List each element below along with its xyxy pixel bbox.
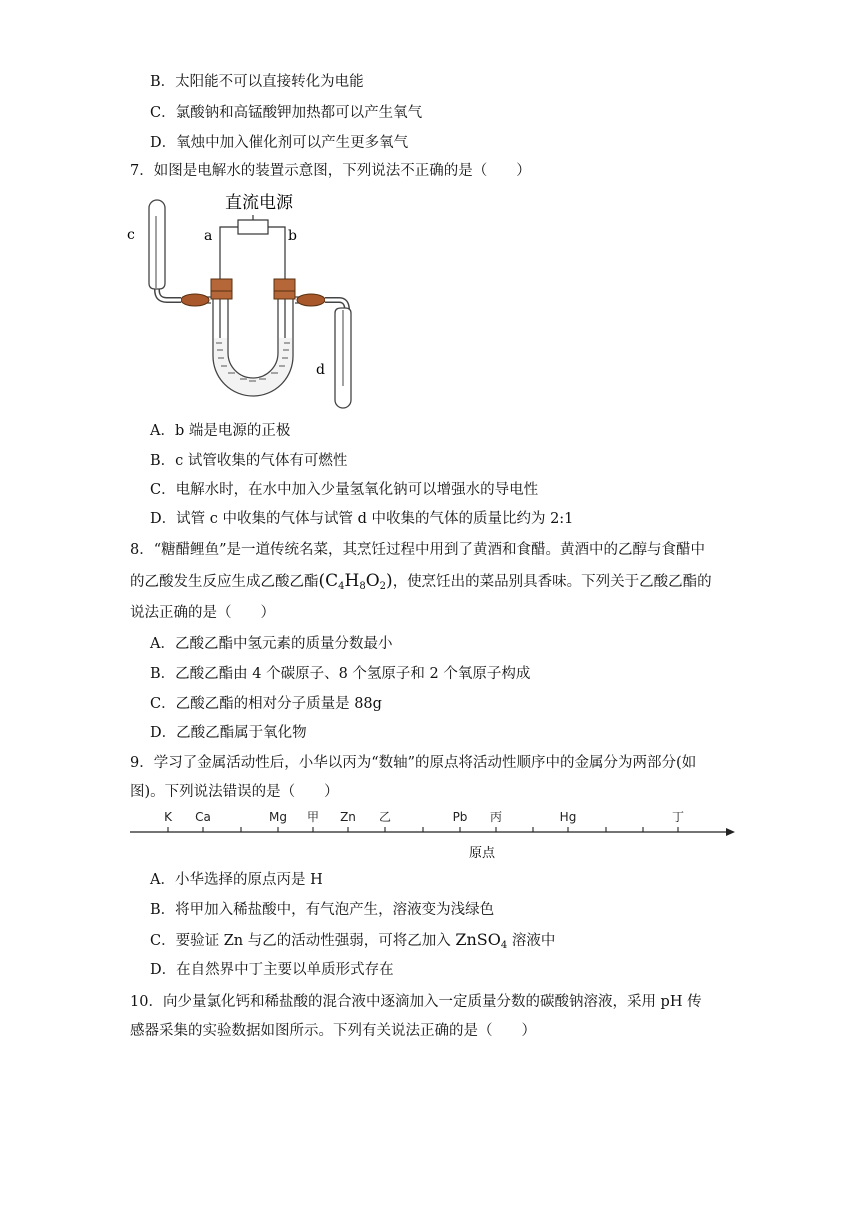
axis-label: Zn [340, 810, 356, 824]
q8-line2-after: ，使烹饪出的菜品别具香味。下列关于乙酸乙酯的 [392, 574, 712, 590]
label-b: b [288, 228, 297, 244]
label-c: c [127, 227, 135, 243]
power-source-box [238, 220, 268, 234]
left-clamp [181, 294, 209, 306]
u-tube-inner [228, 288, 278, 378]
electrolysis-apparatus-figure [125, 188, 375, 418]
q7-option-a: A．b 端是电源的正极 [150, 423, 291, 439]
metal-activity-number-line [128, 805, 738, 865]
right-clamp [297, 294, 325, 306]
label-d: d [316, 362, 325, 378]
axis-label: 甲 [306, 810, 320, 824]
q6-option-c: C．氯酸钠和高锰酸钾加热都可以产生氧气 [150, 105, 423, 121]
q9-option-c: C．要验证 Zn 与乙的活动性强弱，可将乙加入 ZnSO$_4$ 溶液中 [150, 930, 556, 951]
axis-label: 丙 [489, 810, 503, 824]
q8-stem-line3: 说法正确的是（ ） [130, 605, 275, 621]
q9-stem-line2: 图)。下列说法错误的是（ ） [130, 784, 339, 800]
origin-label: 原点 [468, 846, 496, 861]
q6-option-d: D．氧烛中加入催化剂可以产生更多氧气 [150, 135, 409, 151]
axis-label: Hg [559, 810, 577, 824]
q8-option-d: D．乙酸乙酯属于氧化物 [150, 725, 307, 741]
axis-label: Ca [195, 810, 211, 824]
q8-option-a: A．乙酸乙酯中氢元素的质量分数最小 [150, 636, 393, 652]
q10-stem-line1: 10．向少量氯化钙和稀盐酸的混合液中逐滴加入一定质量分数的碳酸钠溶液，采用 pH 传 [130, 994, 702, 1010]
q8-option-c: C．乙酸乙酯的相对分子质量是 88g [150, 696, 382, 712]
q9-option-b: B．将甲加入稀盐酸中，有气泡产生，溶液变为浅绿色 [150, 902, 495, 918]
q7-option-c: C．电解水时，在水中加入少量氢氧化钠可以增强水的导电性 [150, 482, 539, 498]
axis-label: 乙 [378, 810, 392, 824]
q9-option-d: D．在自然界中丁主要以单质形式存在 [150, 962, 394, 978]
znso4-formula: ZnSO$_4$ [455, 930, 508, 951]
q10-stem-line2: 感器采集的实验数据如图所示。下列有关说法正确的是（ ） [130, 1023, 536, 1039]
q9-option-a: A．小华选择的原点丙是 H [150, 872, 323, 888]
axis-label: 丁 [671, 810, 685, 824]
q8-stem-line2 [130, 571, 712, 597]
power-source-label: 直流电源 [225, 193, 293, 213]
label-a: a [204, 228, 213, 244]
axis-arrow [726, 828, 735, 836]
axis-label: Mg [269, 810, 287, 824]
q6-option-b: B．太阳能不可以直接转化为电能 [150, 74, 364, 90]
axis-label: Pb [452, 810, 468, 824]
q8-option-b: B．乙酸乙酯由 4 个碳原子、8 个氢原子和 2 个氧原子构成 [150, 666, 531, 682]
q7-option-b: B．c 试管收集的气体有可燃性 [150, 453, 348, 469]
q7-option-d: D．试管 c 中收集的气体与试管 d 中收集的气体的质量比约为 2:1 [150, 511, 574, 527]
q9-stem-line1: 9．学习了金属活动性后，小华以丙为“数轴”的原点将活动性顺序中的金属分为两部分(如 [130, 755, 697, 771]
q8-formula: $(C_4H_8O_2)$ [318, 571, 393, 592]
q7-stem: 7．如图是电解水的装置示意图，下列说法不正确的是（ ） [130, 163, 531, 179]
q8-stem-line1: 8．“糖醋鲤鱼”是一道传统名菜，其烹饪过程中用到了黄酒和食醋。黄酒中的乙醇与食醋中 [130, 542, 706, 558]
axis-label: K [164, 810, 172, 824]
q8-line2-before: 的乙酸发生反应生成乙酸乙酯 [130, 574, 319, 590]
test-tube-c [149, 200, 165, 289]
